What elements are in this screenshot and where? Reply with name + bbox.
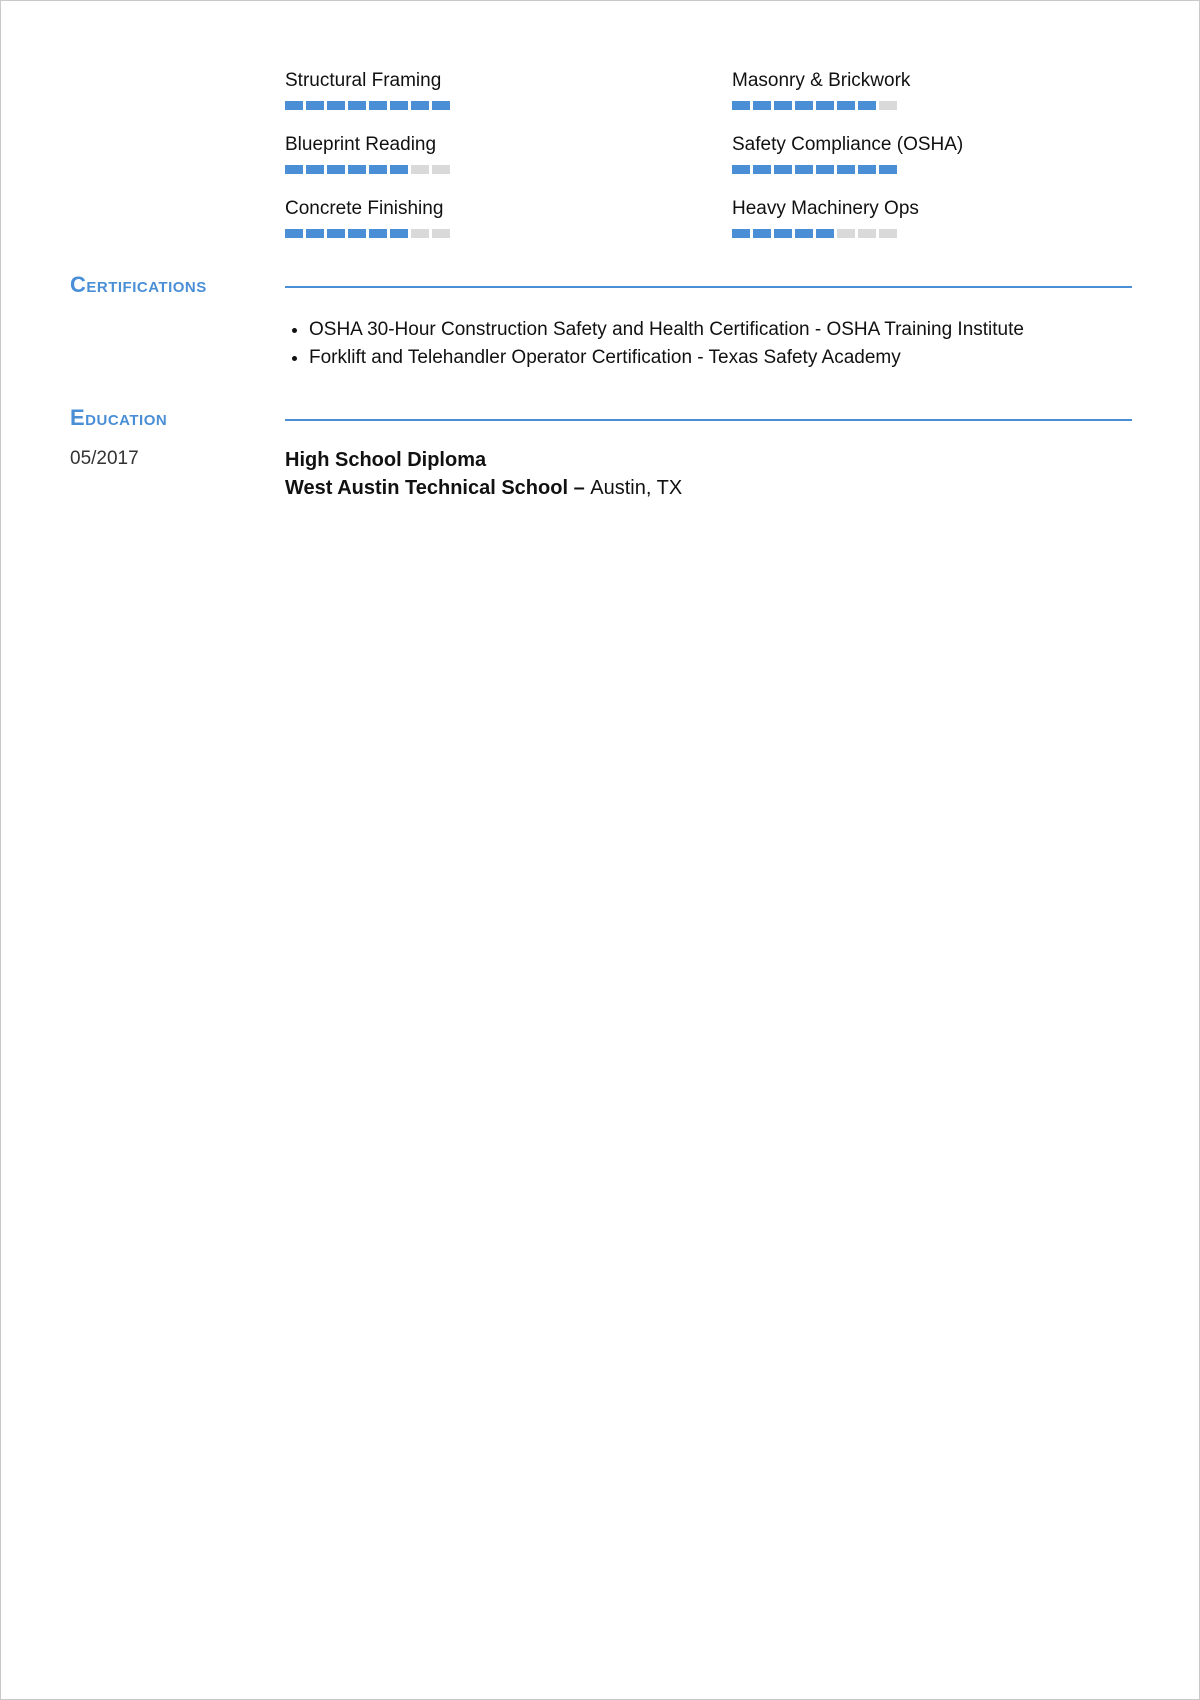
rating-segment-filled <box>753 165 771 174</box>
rating-segment-filled <box>753 229 771 238</box>
rating-segment-filled <box>795 101 813 110</box>
rating-segment-filled <box>369 165 387 174</box>
education-location: Austin, TX <box>590 477 683 499</box>
skill-name: Concrete Finishing <box>285 198 444 219</box>
rating-segment-filled <box>795 165 813 174</box>
rating-segment-filled <box>369 101 387 110</box>
education-date: 05/2017 <box>70 448 139 469</box>
skill-item <box>732 69 1132 110</box>
skill-item <box>732 133 1132 174</box>
skill-item <box>285 133 732 174</box>
skill-rating-bar <box>285 229 732 238</box>
rating-segment-empty <box>879 229 897 238</box>
rating-segment-filled <box>774 101 792 110</box>
rating-segment-filled <box>411 101 429 110</box>
skill-rating-bar <box>732 165 1132 174</box>
rating-segment-filled <box>327 101 345 110</box>
skill-item <box>285 69 732 110</box>
education-separator: – <box>568 477 591 499</box>
rating-segment-filled <box>285 165 303 174</box>
rating-segment-filled <box>732 229 750 238</box>
education-entry <box>285 446 682 502</box>
rating-segment-filled <box>432 101 450 110</box>
rating-segment-empty <box>837 229 855 238</box>
skill-rating-bar <box>285 101 732 110</box>
rating-segment-filled <box>327 165 345 174</box>
rating-segment-filled <box>858 165 876 174</box>
skill-item <box>285 197 732 238</box>
skill-rating-bar <box>285 165 732 174</box>
rating-segment-filled <box>348 229 366 238</box>
skill-name: Structural Framing <box>285 70 442 91</box>
rating-segment-filled <box>753 101 771 110</box>
skill-item <box>732 197 1132 238</box>
rating-segment-filled <box>879 165 897 174</box>
list-item: • Forklift and Telehandler Operator Certification - Texas Safety Academy <box>309 344 1024 372</box>
rating-segment-filled <box>369 229 387 238</box>
rating-segment-filled <box>795 229 813 238</box>
rating-segment-filled <box>327 229 345 238</box>
rating-segment-filled <box>306 165 324 174</box>
rating-segment-filled <box>774 229 792 238</box>
rating-segment-filled <box>732 165 750 174</box>
rating-segment-empty <box>432 165 450 174</box>
rating-segment-filled <box>285 229 303 238</box>
skill-name: Safety Compliance (OSHA) <box>732 134 964 155</box>
skill-rating-bar <box>732 229 1132 238</box>
rating-segment-filled <box>774 165 792 174</box>
skill-name: Heavy Machinery Ops <box>732 198 919 219</box>
education-school: West Austin Technical School <box>285 477 569 499</box>
rating-segment-filled <box>816 165 834 174</box>
rating-segment-filled <box>816 229 834 238</box>
skills-grid <box>285 69 1132 238</box>
rating-segment-empty <box>411 229 429 238</box>
certifications-list <box>285 316 1024 372</box>
rating-segment-empty <box>879 101 897 110</box>
rating-segment-filled <box>285 101 303 110</box>
rating-segment-empty <box>432 229 450 238</box>
skill-name: Blueprint Reading <box>285 134 437 155</box>
rating-segment-filled <box>306 229 324 238</box>
education-school-line <box>285 474 682 502</box>
rating-segment-empty <box>411 165 429 174</box>
section-divider <box>285 419 1132 421</box>
skill-name: Masonry & Brickwork <box>732 70 911 91</box>
rating-segment-empty <box>858 229 876 238</box>
rating-segment-filled <box>348 165 366 174</box>
rating-segment-filled <box>306 101 324 110</box>
rating-segment-filled <box>858 101 876 110</box>
rating-segment-filled <box>390 101 408 110</box>
rating-segment-filled <box>390 229 408 238</box>
education-degree: High School Diploma <box>285 449 487 471</box>
rating-segment-filled <box>348 101 366 110</box>
rating-segment-filled <box>816 101 834 110</box>
rating-segment-filled <box>732 101 750 110</box>
section-title: Education <box>70 405 168 430</box>
skill-rating-bar <box>732 101 1132 110</box>
list-item: • OSHA 30-Hour Construction Safety and Health Certification - OSHA Training Institute <box>309 316 1024 344</box>
rating-segment-filled <box>390 165 408 174</box>
section-title: Certifications <box>70 272 207 297</box>
rating-segment-filled <box>837 101 855 110</box>
rating-segment-filled <box>837 165 855 174</box>
section-divider <box>285 286 1132 288</box>
